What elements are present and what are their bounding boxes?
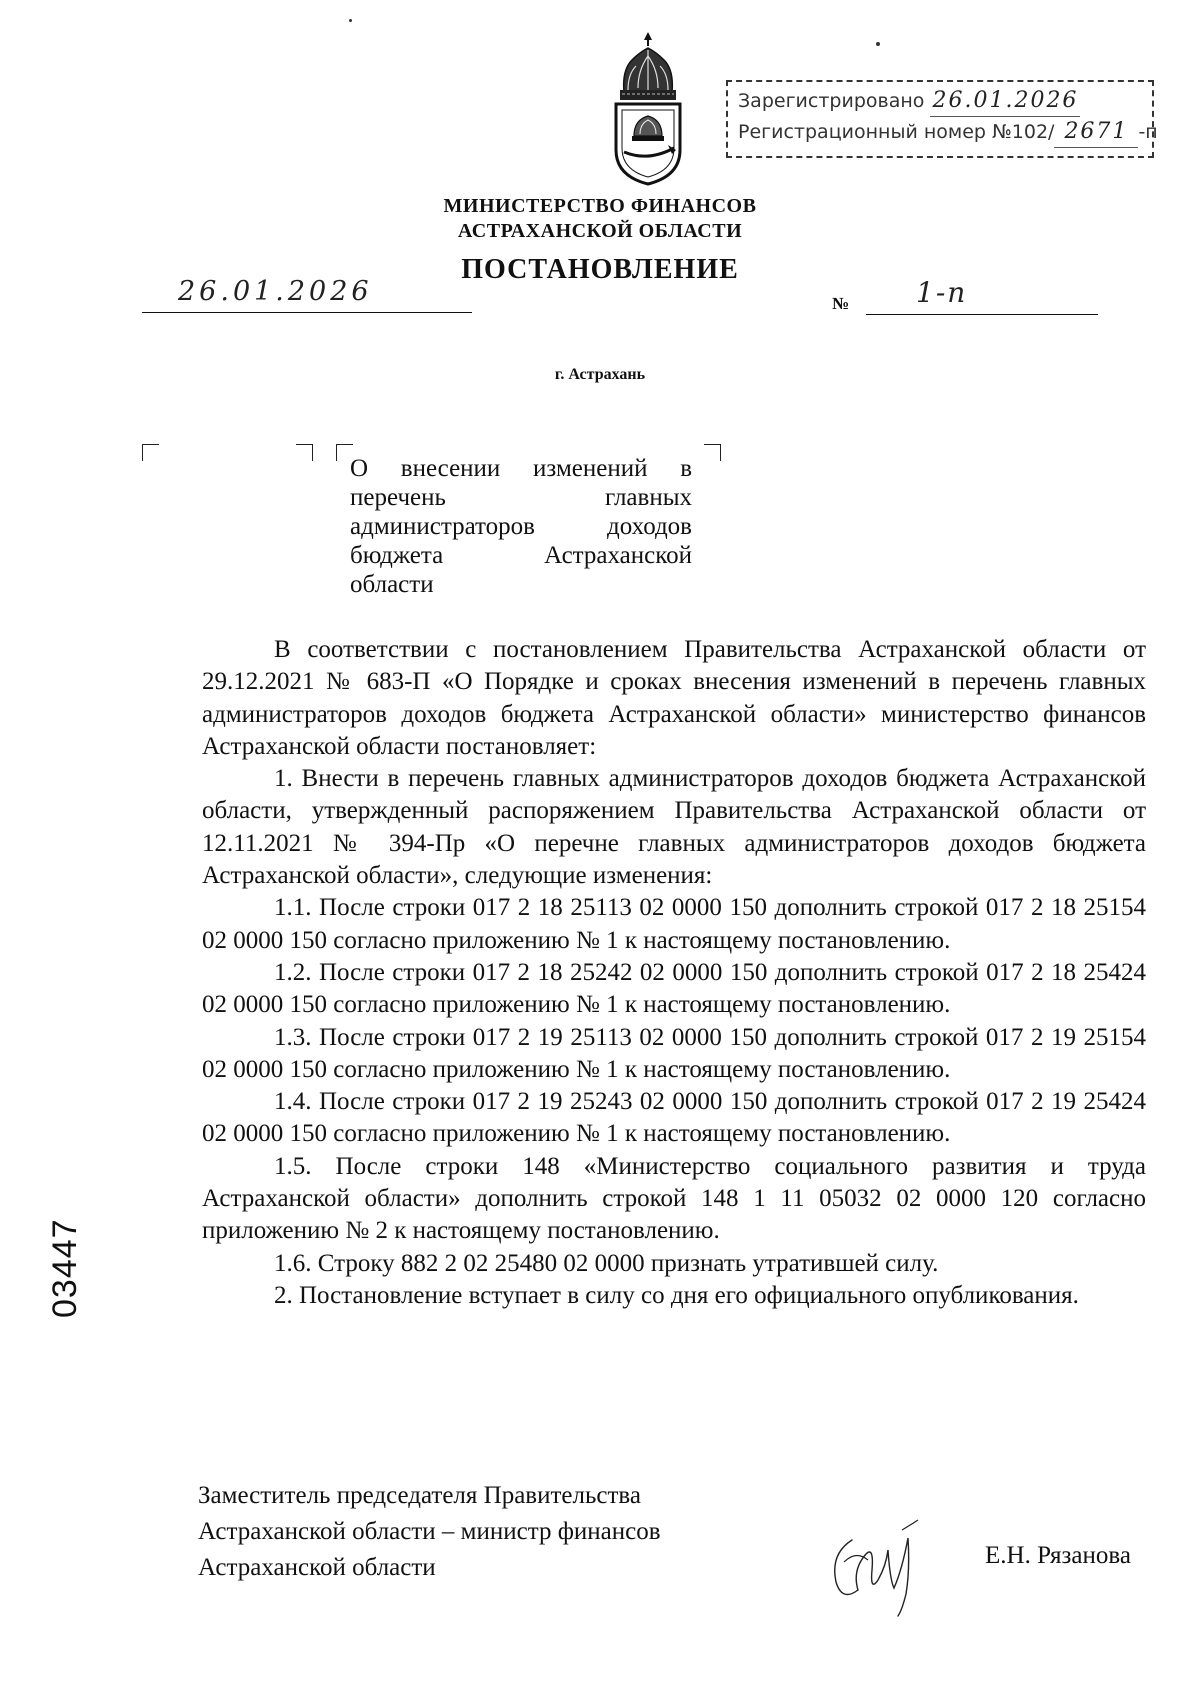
body-paragraph: 1.3. После строки 017 2 19 25113 02 0000 150 дополнить строкой 017 2 19 25154 02 0000 150 согласно приложению № 1 к настоящему постановлению.	[202, 1023, 1146, 1083]
number-sign: №	[832, 294, 850, 313]
stamp-number-suffix: -п	[1138, 121, 1158, 143]
body-paragraph: В соответствии с постановлением Правительства Астраханской области от 29.12.2021 № 683-П «О Порядке и сроках внесения изменений в перечень главных администраторов доходов бюджета Астраханской области» министерство финансов Астраханской области постановляет:	[202, 636, 1146, 760]
corner-mark	[704, 444, 721, 461]
handwritten-date: 26.01.2026	[178, 276, 373, 307]
stamp-number-label: Регистрационный номер №102/	[738, 121, 1055, 143]
side-number-text: 03447	[46, 1218, 84, 1318]
body-paragraph: 1.1. После строки 017 2 18 25113 02 0000 150 дополнить строкой 017 2 18 25154 02 0000 150 согласно приложению № 1 к настоящему постановлению.	[202, 894, 1146, 954]
document-body	[202, 634, 1146, 1312]
subject-line: О внесении изменений в	[350, 455, 692, 482]
ministry-name-line1: МИНИСТЕРСТВО ФИНАНСОВ	[443, 195, 757, 217]
subject-line: бюджета Астраханской	[350, 542, 692, 569]
body-paragraph: 1.6. Строку 882 2 02 25480 02 0000 признать утратившей силу.	[274, 1249, 939, 1277]
body-paragraph: 1. Внести в перечень главных администраторов доходов бюджета Астраханской области, утвержденный распоряжением Правительства Астраханской области от 12.11.2021 № 394-Пр «О перечне главных администраторов доходов бюджета Астраханской области», следующие изменения:	[202, 765, 1146, 890]
number-field	[866, 278, 1098, 315]
ministry-name	[300, 194, 900, 244]
document-type: ПОСТАНОВЛЕНИЕ	[461, 254, 739, 285]
signer-position-line3: Астраханской области	[198, 1554, 436, 1581]
signer-name: Е.Н. Рязанова	[985, 1542, 1131, 1569]
handwritten-number: 1-п	[916, 276, 968, 309]
body-paragraph: 1.4. После строки 017 2 19 25243 02 0000 150 дополнить строкой 017 2 19 25424 02 0000 150 согласно приложению № 1 к настоящему постановлению.	[202, 1088, 1146, 1148]
stamp-registered-date: 26.01.2026	[930, 86, 1080, 117]
scan-dot	[876, 42, 880, 46]
ministry-name-line2: АСТРАХАНСКОЙ ОБЛАСТИ	[457, 220, 743, 242]
handwritten-signature-icon	[822, 1510, 932, 1620]
subject-line: области	[350, 571, 434, 598]
city: г. Астрахань	[554, 366, 646, 383]
corner-mark	[142, 444, 159, 461]
body-paragraph: 1.5. После строки 148 «Министерство социального развития и труда Астраханской области» дополнить строкой 148 1 11 05032 02 0000 120 согласно приложению № 2 к настоящему постановлению.	[202, 1152, 1146, 1245]
astrakhan-coat-of-arms-icon	[606, 30, 690, 188]
body-paragraph: 1.2. После строки 017 2 18 25242 02 0000 150 дополнить строкой 017 2 18 25424 02 0000 150 согласно приложению № 1 к настоящему постановлению.	[202, 958, 1146, 1019]
body-paragraph: 2. Постановление вступает в силу со дня его официального опубликования.	[274, 1281, 1079, 1309]
stamp-registered-label: Зарегистрировано	[738, 90, 925, 112]
signer-position	[198, 1478, 758, 1586]
signer-position-line1: Заместитель председателя Правительства	[198, 1482, 641, 1509]
registration-stamp	[726, 80, 1158, 158]
side-registry-number	[46, 1208, 82, 1318]
document-subject	[350, 454, 692, 599]
stamp-number-line	[738, 117, 1158, 148]
stamp-registered-line	[738, 86, 1142, 117]
subject-line: администраторов доходов	[350, 513, 692, 540]
stamp-number-value: 2671	[1054, 117, 1138, 148]
date-field	[142, 276, 472, 313]
subject-line: перечень главных	[350, 484, 692, 511]
corner-mark	[296, 444, 313, 461]
scan-dot	[349, 19, 352, 22]
signer-position-line2: Астраханской области – министр финансов	[198, 1518, 661, 1545]
